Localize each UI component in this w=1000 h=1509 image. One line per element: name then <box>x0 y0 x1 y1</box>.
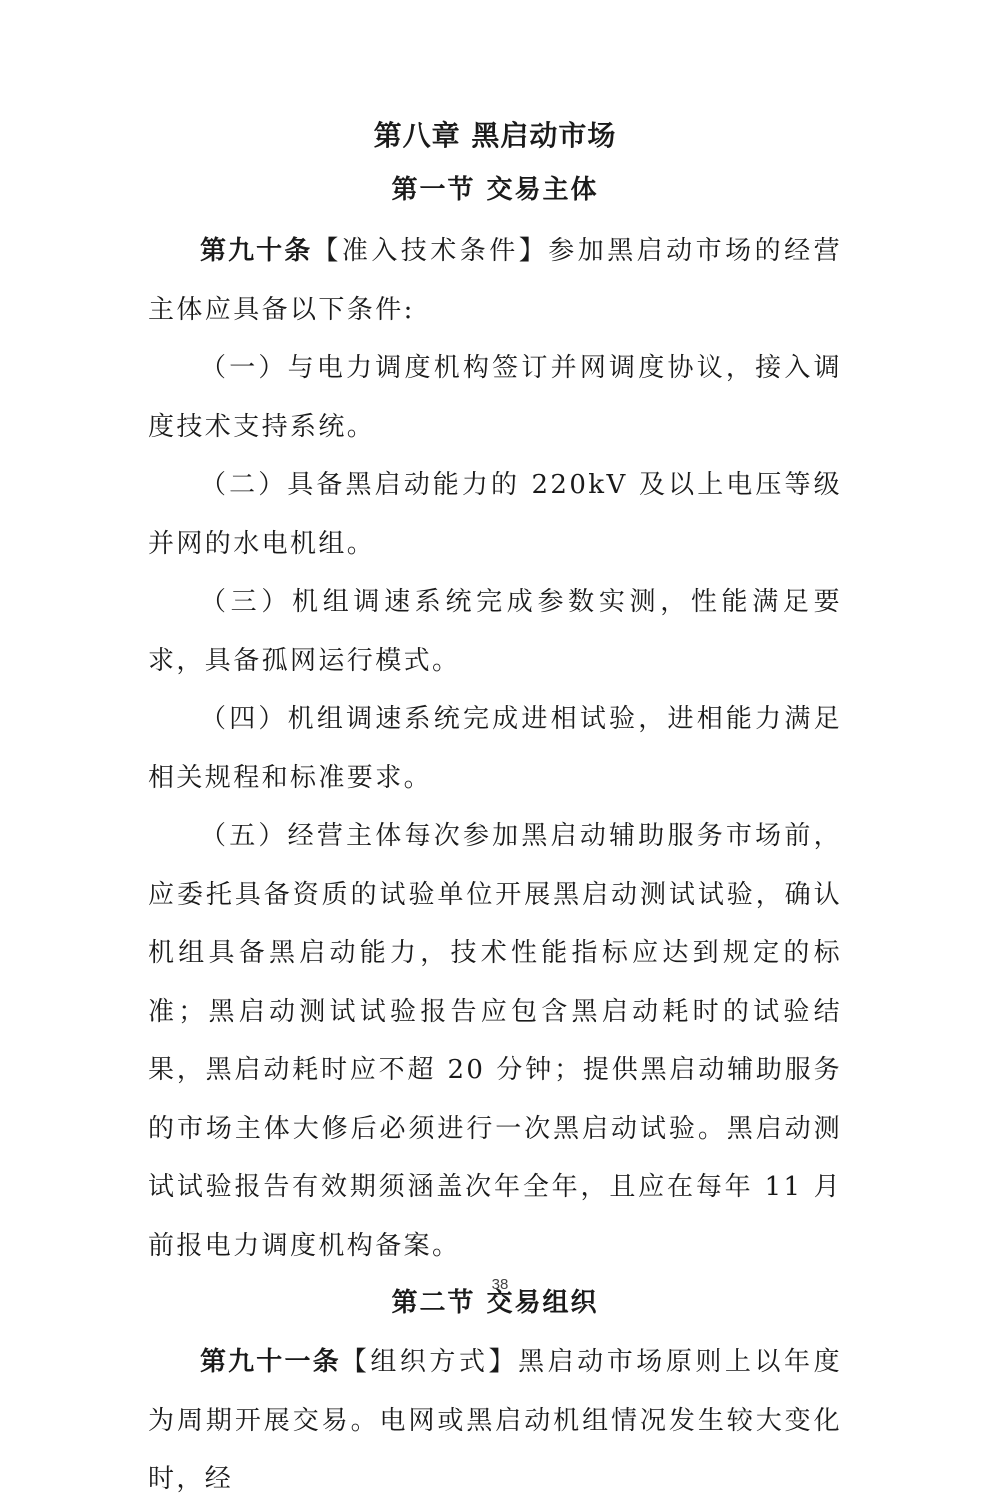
article-90-text: 【准入技术条件】参加黑启动市场的经营主体应具备以下条件: <box>148 236 842 325</box>
section-title-2: 第二节 交易组织 <box>391 1288 599 1318</box>
page-content <box>148 116 842 1509</box>
section-title-1: 第一节 交易主体 <box>391 175 599 205</box>
article-90-item-3: （三）机组调速系统完成参数实测，性能满足要求，具备孤网运行模式。 <box>148 587 842 676</box>
article-91-number: 第九十一条 <box>200 1347 341 1377</box>
article-90-item-2: （二）具备黑启动能力的 220kV 及以上电压等级并网的水电机组。 <box>148 470 842 559</box>
article-91 <box>148 1333 842 1509</box>
chapter-title: 第八章 黑启动市场 <box>373 119 617 152</box>
article-90-item-4: （四）机组调速系统完成进相试验，进相能力满足相关规程和标准要求。 <box>148 704 842 793</box>
article-90-item-1: （一）与电力调度机构签订并网调度协议，接入调度技术支持系统。 <box>148 353 842 442</box>
page-number: 38 <box>491 1276 509 1293</box>
article-91-text: 【组织方式】黑启动市场原则上以年度为周期开展交易。电网或黑启动机组情况发生较大变化时，经 <box>148 1347 842 1494</box>
article-90 <box>148 222 842 339</box>
article-90-item-5: （五）经营主体每次参加黑启动辅助服务市场前，应委托具备资质的试验单位开展黑启动测试试验，确认机组具备黑启动能力，技术性能指标应达到规定的标准；黑启动测试试验报告应包含黑启动耗时的试验结果，黑启动耗时应不超 20 分钟；提供黑启动辅助服务的市场主体大修后必须进行一次黑启动试验。黑启动测试试验报告有效期须涵盖次年全年，且应在每年 11 月前报电力调度机构备案。 <box>148 821 842 1261</box>
article-90-number: 第九十条 <box>200 236 313 266</box>
